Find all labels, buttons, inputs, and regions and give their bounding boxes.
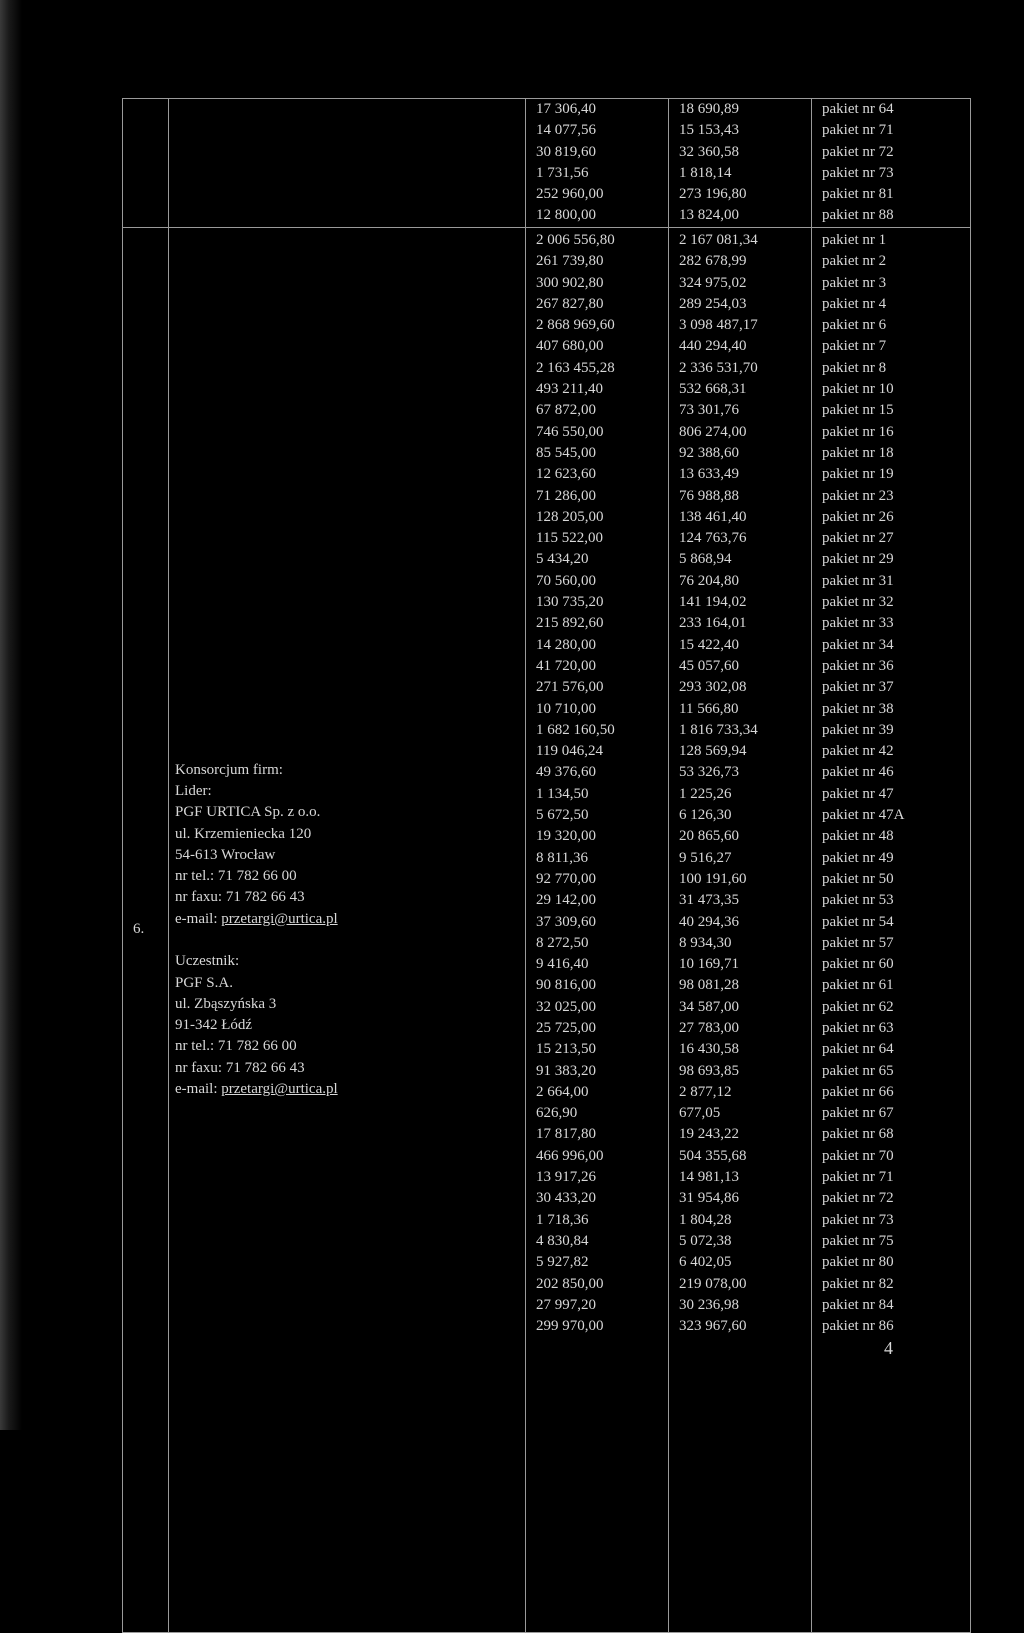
package-label: pakiet nr 75 [822,1232,894,1249]
gross-price: 2 877,12 [679,1083,732,1100]
gross-price: 1 804,28 [679,1211,732,1228]
net-price: 746 550,00 [536,423,604,440]
net-price: 252 960,00 [536,186,604,203]
net-price: 300 902,80 [536,274,604,291]
firm-address-block [175,760,519,1101]
lp-cell [123,228,169,1633]
lp-cell [123,99,169,228]
net-price: 9 416,40 [536,956,589,973]
gross-price: 289 254,03 [679,295,747,312]
package-label: pakiet nr 65 [822,1062,894,1079]
net-price: 37 309,60 [536,913,596,930]
firm-line: PGF S.A. [175,974,233,991]
gross-price: 27 783,00 [679,1019,739,1036]
gross-price: 1 818,14 [679,164,732,181]
net-price: 92 770,00 [536,870,596,887]
gross-price: 13 824,00 [679,207,739,224]
package-label: pakiet nr 72 [822,143,894,160]
net-price-column [526,228,669,1633]
gross-price: 6 126,30 [679,807,732,824]
offer-row-6 [123,228,971,1633]
package-column [812,99,971,228]
package-label: pakiet nr 15 [822,402,894,419]
gross-price: 19 243,22 [679,1126,739,1143]
package-label: pakiet nr 48 [822,828,894,845]
firm-line: ul. Zbąszyńska 3 [175,995,277,1012]
gross-price: 141 194,02 [679,594,747,611]
firm-line: Lider: [175,782,212,799]
gross-price: 31 954,86 [679,1190,739,1207]
gross-price: 1 225,26 [679,785,732,802]
firm-line: 54-613 Wrocław [175,846,276,863]
email-address: przetargi@urtica.pl [221,910,338,927]
scan-edge [0,0,22,1430]
gross-price: 18 690,89 [679,101,739,117]
package-label: pakiet nr 70 [822,1147,894,1164]
package-label: pakiet nr 62 [822,998,894,1015]
package-label: pakiet nr 72 [822,1190,894,1207]
package-label: pakiet nr 88 [822,207,894,224]
net-price: 71 286,00 [536,487,596,504]
net-price-column [526,99,669,228]
net-price: 119 046,24 [536,743,603,760]
net-price: 41 720,00 [536,657,596,674]
gross-price: 30 236,98 [679,1296,739,1313]
offers-table [122,98,971,1633]
net-price: 215 892,60 [536,615,604,632]
package-label: pakiet nr 1 [822,232,887,248]
net-price: 407 680,00 [536,338,604,355]
package-label: pakiet nr 36 [822,657,894,674]
net-price: 70 560,00 [536,572,596,589]
package-label: pakiet nr 39 [822,721,894,738]
gross-price: 92 388,60 [679,444,739,461]
gross-price: 293 302,08 [679,679,747,696]
package-label: pakiet nr 71 [822,1169,894,1186]
net-price: 10 710,00 [536,700,596,717]
package-label: pakiet nr 61 [822,977,894,994]
net-price: 91 383,20 [536,1062,596,1079]
net-price: 493 211,40 [536,381,603,398]
net-price: 14 077,56 [536,122,596,139]
net-price: 626,90 [536,1105,578,1122]
package-label: pakiet nr 73 [822,1211,894,1228]
gross-price: 2 167 081,34 [679,232,758,248]
offer-number: 6. [133,921,145,938]
gross-price: 10 169,71 [679,956,739,973]
package-label: pakiet nr 3 [822,274,887,291]
net-price: 2 868 969,60 [536,317,615,334]
gross-price: 282 678,99 [679,253,747,270]
gross-price: 32 360,58 [679,143,739,160]
net-price: 1 134,50 [536,785,589,802]
net-price: 30 819,60 [536,143,596,160]
gross-price: 15 422,40 [679,636,739,653]
package-label: pakiet nr 82 [822,1275,894,1292]
firm-cell [169,99,526,228]
package-label: pakiet nr 23 [822,487,894,504]
gross-price: 3 098 487,17 [679,317,758,334]
gross-price: 34 587,00 [679,998,739,1015]
net-price: 261 739,80 [536,253,604,270]
gross-price: 323 967,60 [679,1318,747,1335]
gross-price: 45 057,60 [679,657,739,674]
net-price: 1 682 160,50 [536,721,615,738]
package-label: pakiet nr 49 [822,849,894,866]
gross-price: 440 294,40 [679,338,747,355]
package-label: pakiet nr 42 [822,743,894,760]
net-price: 27 997,20 [536,1296,596,1313]
net-price: 17 306,40 [536,101,596,117]
package-label: pakiet nr 8 [822,359,887,376]
net-price: 17 817,80 [536,1126,596,1143]
package-label: pakiet nr 66 [822,1083,894,1100]
net-price: 2 163 455,28 [536,359,615,376]
firm-line: Uczestnik: [175,953,240,970]
gross-price: 13 633,49 [679,466,739,483]
net-price: 466 996,00 [536,1147,604,1164]
gross-price: 677,05 [679,1105,721,1122]
package-label: pakiet nr 6 [822,317,887,334]
spacer [175,930,519,951]
firm-line: nr tel.: 71 782 66 00 [175,1038,297,1055]
email-address: przetargi@urtica.pl [221,1081,338,1098]
gross-price: 273 196,80 [679,186,747,203]
package-label: pakiet nr 64 [822,1041,894,1058]
net-price: 1 731,56 [536,164,589,181]
net-price: 5 927,82 [536,1254,589,1271]
gross-price: 5 868,94 [679,551,732,568]
gross-price: 76 204,80 [679,572,739,589]
package-label: pakiet nr 80 [822,1254,894,1271]
package-label: pakiet nr 7 [822,338,887,355]
net-price: 5 672,50 [536,807,589,824]
gross-price: 806 274,00 [679,423,747,440]
package-label: pakiet nr 27 [822,530,894,547]
net-price: 299 970,00 [536,1318,604,1335]
gross-price: 504 355,68 [679,1147,747,1164]
package-label: pakiet nr 71 [822,122,894,139]
package-label: pakiet nr 34 [822,636,894,653]
net-price: 202 850,00 [536,1275,604,1292]
package-label: pakiet nr 54 [822,913,894,930]
package-label: pakiet nr 63 [822,1019,894,1036]
net-price: 267 827,80 [536,295,604,312]
package-label: pakiet nr 81 [822,186,894,203]
firm-line: Konsorcjum firm: [175,761,283,778]
package-label: pakiet nr 31 [822,572,894,589]
gross-price: 40 294,36 [679,913,739,930]
package-label: pakiet nr 47 [822,785,894,802]
net-price: 49 376,60 [536,764,596,781]
net-price: 128 205,00 [536,508,604,525]
gross-price: 76 988,88 [679,487,739,504]
firm-line: 91-342 Łódź [175,1017,253,1034]
package-label: pakiet nr 2 [822,253,887,270]
net-price: 4 830,84 [536,1232,589,1249]
firm-line: nr tel.: 71 782 66 00 [175,868,297,885]
package-label: pakiet nr 32 [822,594,894,611]
gross-price: 98 081,28 [679,977,739,994]
package-label: pakiet nr 47A [822,807,905,824]
net-price: 130 735,20 [536,594,604,611]
net-price: 271 576,00 [536,679,604,696]
gross-price: 9 516,27 [679,849,732,866]
net-price: 12 623,60 [536,466,596,483]
firm-line: ul. Krzemieniecka 120 [175,825,312,842]
package-label: pakiet nr 84 [822,1296,894,1313]
package-label: pakiet nr 16 [822,423,894,440]
net-price: 8 272,50 [536,934,589,951]
package-label: pakiet nr 38 [822,700,894,717]
gross-price: 128 569,94 [679,743,747,760]
email-line [175,909,519,930]
gross-price: 53 326,73 [679,764,739,781]
gross-price: 2 336 531,70 [679,359,758,376]
package-label: pakiet nr 60 [822,956,894,973]
package-label: pakiet nr 64 [822,101,894,117]
package-label: pakiet nr 29 [822,551,894,568]
package-label: pakiet nr 37 [822,679,894,696]
gross-price-column [669,228,812,1633]
gross-price: 233 164,01 [679,615,747,632]
offer-row-previous [123,99,971,228]
gross-price: 8 934,30 [679,934,732,951]
firm-line: nr faxu: 71 782 66 43 [175,1059,305,1076]
package-label: pakiet nr 26 [822,508,894,525]
net-price: 12 800,00 [536,207,596,224]
gross-price: 6 402,05 [679,1254,732,1271]
gross-price: 15 153,43 [679,122,739,139]
gross-price: 124 763,76 [679,530,747,547]
gross-price: 31 473,35 [679,892,739,909]
gross-price: 138 461,40 [679,508,747,525]
package-label: pakiet nr 86 [822,1318,894,1335]
package-label: pakiet nr 67 [822,1105,894,1122]
gross-price: 20 865,60 [679,828,739,845]
package-label: pakiet nr 57 [822,934,894,951]
package-label: pakiet nr 4 [822,295,887,312]
net-price: 115 522,00 [536,530,603,547]
package-label: pakiet nr 46 [822,764,894,781]
package-label: pakiet nr 33 [822,615,894,632]
gross-price: 219 078,00 [679,1275,747,1292]
gross-price: 100 191,60 [679,870,747,887]
gross-price: 1 816 733,34 [679,721,758,738]
firm-cell [169,228,526,1633]
package-label: pakiet nr 10 [822,381,894,398]
gross-price: 98 693,85 [679,1062,739,1079]
gross-price: 14 981,13 [679,1169,739,1186]
net-price: 85 545,00 [536,444,596,461]
gross-price: 532 668,31 [679,381,747,398]
net-price: 29 142,00 [536,892,596,909]
email-line [175,1079,519,1100]
gross-price: 16 430,58 [679,1041,739,1058]
package-column [812,228,971,1633]
net-price: 32 025,00 [536,998,596,1015]
net-price: 2 664,00 [536,1083,589,1100]
package-label: pakiet nr 53 [822,892,894,909]
package-label: pakiet nr 50 [822,870,894,887]
package-label: pakiet nr 19 [822,466,894,483]
package-label: pakiet nr 73 [822,164,894,181]
net-price: 14 280,00 [536,636,596,653]
net-price: 30 433,20 [536,1190,596,1207]
net-price: 8 811,36 [536,849,588,866]
net-price: 5 434,20 [536,551,589,568]
gross-price: 324 975,02 [679,274,747,291]
gross-price-column [669,99,812,228]
net-price: 13 917,26 [536,1169,596,1186]
firm-line: nr faxu: 71 782 66 43 [175,889,305,906]
page-number: 4 [884,1338,893,1358]
firm-line: PGF URTICA Sp. z o.o. [175,804,321,821]
net-price: 15 213,50 [536,1041,596,1058]
net-price: 67 872,00 [536,402,596,419]
net-price: 2 006 556,80 [536,232,615,248]
package-label: pakiet nr 18 [822,444,894,461]
gross-price: 5 072,38 [679,1232,732,1249]
net-price: 1 718,36 [536,1211,589,1228]
email-label: e-mail: [175,1081,222,1098]
email-label: e-mail: [175,910,222,927]
gross-price: 11 566,80 [679,700,739,717]
net-price: 90 816,00 [536,977,596,994]
gross-price: 73 301,76 [679,402,739,419]
package-label: pakiet nr 68 [822,1126,894,1143]
net-price: 19 320,00 [536,828,596,845]
net-price: 25 725,00 [536,1019,596,1036]
